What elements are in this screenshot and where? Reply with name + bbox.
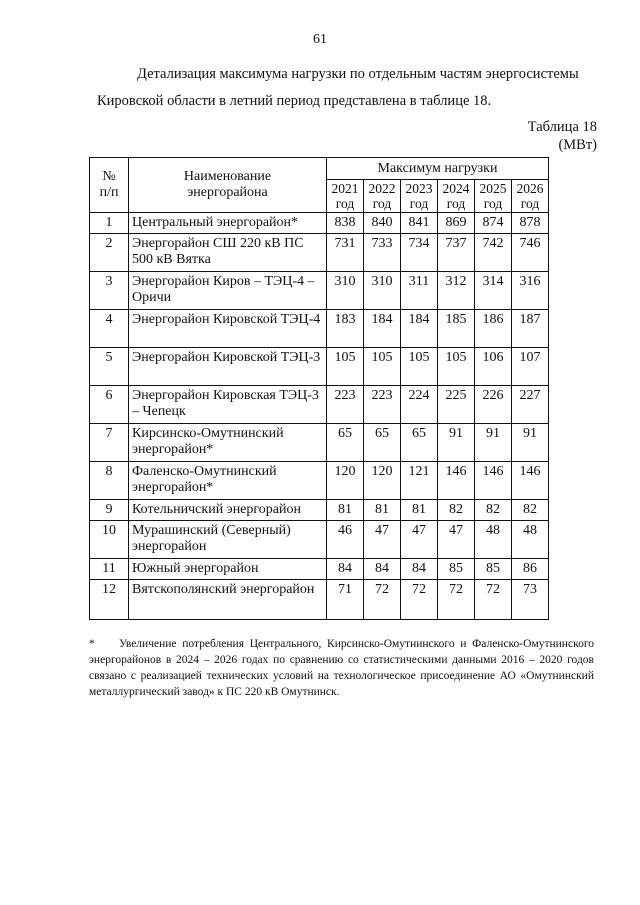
load-value: 120	[327, 462, 364, 500]
load-value: 224	[401, 386, 438, 424]
load-value: 184	[364, 310, 401, 348]
load-value: 223	[364, 386, 401, 424]
load-value: 82	[438, 500, 475, 521]
load-value: 186	[475, 310, 512, 348]
col-name-header-line: Наименование	[183, 169, 272, 184]
load-value: 742	[475, 234, 512, 272]
load-value: 227	[512, 386, 549, 424]
load-value: 65	[401, 424, 438, 462]
row-number: 7	[90, 424, 129, 462]
table-row	[90, 272, 549, 310]
load-value: 81	[364, 500, 401, 521]
load-value: 840	[364, 213, 401, 234]
load-value: 146	[438, 462, 475, 500]
load-value: 84	[401, 559, 438, 580]
load-value: 183	[327, 310, 364, 348]
row-number: 1	[90, 213, 129, 234]
year-header	[475, 180, 512, 213]
region-name: Южный энергорайон	[129, 559, 327, 580]
table-row	[90, 348, 549, 386]
col-name-header	[129, 158, 327, 213]
load-value: 226	[475, 386, 512, 424]
load-value: 65	[327, 424, 364, 462]
row-number: 6	[90, 386, 129, 424]
table-row	[90, 234, 549, 272]
load-value: 146	[512, 462, 549, 500]
region-name: Вятскополянский энергорайон	[129, 580, 327, 620]
load-value: 731	[327, 234, 364, 272]
load-value: 310	[364, 272, 401, 310]
region-name: Фаленско-Омутнинский энергорайон*	[129, 462, 327, 500]
table-row	[90, 462, 549, 500]
load-value: 312	[438, 272, 475, 310]
load-value: 91	[438, 424, 475, 462]
load-value: 85	[475, 559, 512, 580]
footnote	[89, 636, 594, 700]
col-num-header-line: №	[102, 169, 116, 184]
page-number: 61	[313, 32, 327, 47]
row-number: 10	[90, 521, 129, 559]
year-header-unit: год	[409, 196, 429, 211]
load-value: 82	[475, 500, 512, 521]
region-name: Энергорайон Кировская ТЭЦ-3 – Чепецк	[129, 386, 327, 424]
row-number: 4	[90, 310, 129, 348]
row-number: 11	[90, 559, 129, 580]
col-num-header	[90, 158, 129, 213]
load-value: 72	[364, 580, 401, 620]
load-value: 121	[401, 462, 438, 500]
region-name: Котельничский энергорайон	[129, 500, 327, 521]
row-number: 8	[90, 462, 129, 500]
table-row	[90, 386, 549, 424]
year-header	[512, 180, 549, 213]
table-label: Таблица 18	[527, 119, 597, 135]
load-value: 86	[512, 559, 549, 580]
year-header	[401, 180, 438, 213]
load-value: 105	[327, 348, 364, 386]
load-value: 310	[327, 272, 364, 310]
intro-text-line-1: Детализация максимума нагрузки по отдельным частям энергосистемы	[137, 66, 579, 82]
load-value: 314	[475, 272, 512, 310]
footnote-text: Увеличение потребления Центрального, Кирсинско-Омутнинского и Фаленско-Омутнинского энергорайонов в 2024 – 2026 годах по сравнению со статистическими данными 2016 – 2020 годов связано с реализацией технических условий на технологическое присоединение АО «Омутнинский металлургический завод» к ПС 220 кВ Омутнинск.	[89, 638, 594, 698]
load-value: 72	[438, 580, 475, 620]
load-value: 47	[401, 521, 438, 559]
load-value: 91	[512, 424, 549, 462]
year-header-unit: год	[372, 196, 392, 211]
year-header-year: 2023	[405, 181, 433, 196]
load-value: 72	[475, 580, 512, 620]
load-value: 120	[364, 462, 401, 500]
table-unit: (МВт)	[558, 137, 597, 153]
row-number: 5	[90, 348, 129, 386]
table-row	[90, 559, 549, 580]
year-header	[364, 180, 401, 213]
load-value: 733	[364, 234, 401, 272]
table-header-row	[90, 158, 549, 180]
year-header-year: 2022	[368, 181, 396, 196]
load-value: 225	[438, 386, 475, 424]
load-value: 46	[327, 521, 364, 559]
load-value: 838	[327, 213, 364, 234]
load-value: 874	[475, 213, 512, 234]
table-body	[90, 213, 549, 620]
load-value: 841	[401, 213, 438, 234]
load-value: 185	[438, 310, 475, 348]
load-value: 84	[364, 559, 401, 580]
region-name: Кирсинско-Омутнинский энергорайон*	[129, 424, 327, 462]
row-number: 2	[90, 234, 129, 272]
load-value: 184	[401, 310, 438, 348]
col-num-header-line: п/п	[99, 185, 119, 200]
load-value: 84	[327, 559, 364, 580]
load-value: 146	[475, 462, 512, 500]
load-value: 47	[438, 521, 475, 559]
load-value: 878	[512, 213, 549, 234]
year-header-year: 2021	[331, 181, 359, 196]
load-value: 869	[438, 213, 475, 234]
year-header	[327, 180, 364, 213]
year-header-unit: год	[483, 196, 503, 211]
year-header	[438, 180, 475, 213]
table-row	[90, 580, 549, 620]
load-value: 105	[438, 348, 475, 386]
year-header-year: 2025	[479, 181, 507, 196]
load-value: 734	[401, 234, 438, 272]
load-value: 106	[475, 348, 512, 386]
load-value: 223	[327, 386, 364, 424]
region-name: Энергорайон Киров – ТЭЦ-4 – Оричи	[129, 272, 327, 310]
load-value: 187	[512, 310, 549, 348]
table-row	[90, 213, 549, 234]
table-row	[90, 521, 549, 559]
region-name: Энергорайон Кировской ТЭЦ-4	[129, 310, 327, 348]
load-value: 73	[512, 580, 549, 620]
load-value: 48	[475, 521, 512, 559]
region-name: Центральный энергорайон*	[129, 213, 327, 234]
load-value: 107	[512, 348, 549, 386]
load-value: 311	[401, 272, 438, 310]
year-header-unit: год	[520, 196, 540, 211]
table-row	[90, 424, 549, 462]
col-name-header-line: энергорайона	[187, 185, 268, 200]
load-value: 746	[512, 234, 549, 272]
load-value: 71	[327, 580, 364, 620]
row-number: 3	[90, 272, 129, 310]
group-header: Максимум нагрузки	[327, 158, 549, 180]
table-row	[90, 310, 549, 348]
load-value: 737	[438, 234, 475, 272]
load-value: 72	[401, 580, 438, 620]
load-table	[89, 157, 549, 620]
load-value: 81	[401, 500, 438, 521]
load-value: 48	[512, 521, 549, 559]
table-caption	[528, 118, 597, 154]
load-value: 81	[327, 500, 364, 521]
load-value: 65	[364, 424, 401, 462]
footnote-mark: *	[89, 638, 95, 650]
row-number: 12	[90, 580, 129, 620]
load-value: 105	[364, 348, 401, 386]
load-value: 47	[364, 521, 401, 559]
year-header-unit: год	[335, 196, 355, 211]
load-table-container	[89, 157, 549, 620]
table-row	[90, 500, 549, 521]
load-value: 105	[401, 348, 438, 386]
region-name: Энергорайон СШ 220 кВ ПС 500 кВ Вятка	[129, 234, 327, 272]
region-name: Мурашинский (Северный) энергорайон	[129, 521, 327, 559]
year-header-year: 2026	[516, 181, 544, 196]
region-name: Энергорайон Кировской ТЭЦ-3	[129, 348, 327, 386]
row-number: 9	[90, 500, 129, 521]
load-value: 82	[512, 500, 549, 521]
year-header-unit: год	[446, 196, 466, 211]
year-header-year: 2024	[442, 181, 470, 196]
load-value: 85	[438, 559, 475, 580]
load-value: 316	[512, 272, 549, 310]
load-value: 91	[475, 424, 512, 462]
intro-text-line-2: Кировской области в летний период представлена в таблице 18.	[97, 93, 492, 109]
